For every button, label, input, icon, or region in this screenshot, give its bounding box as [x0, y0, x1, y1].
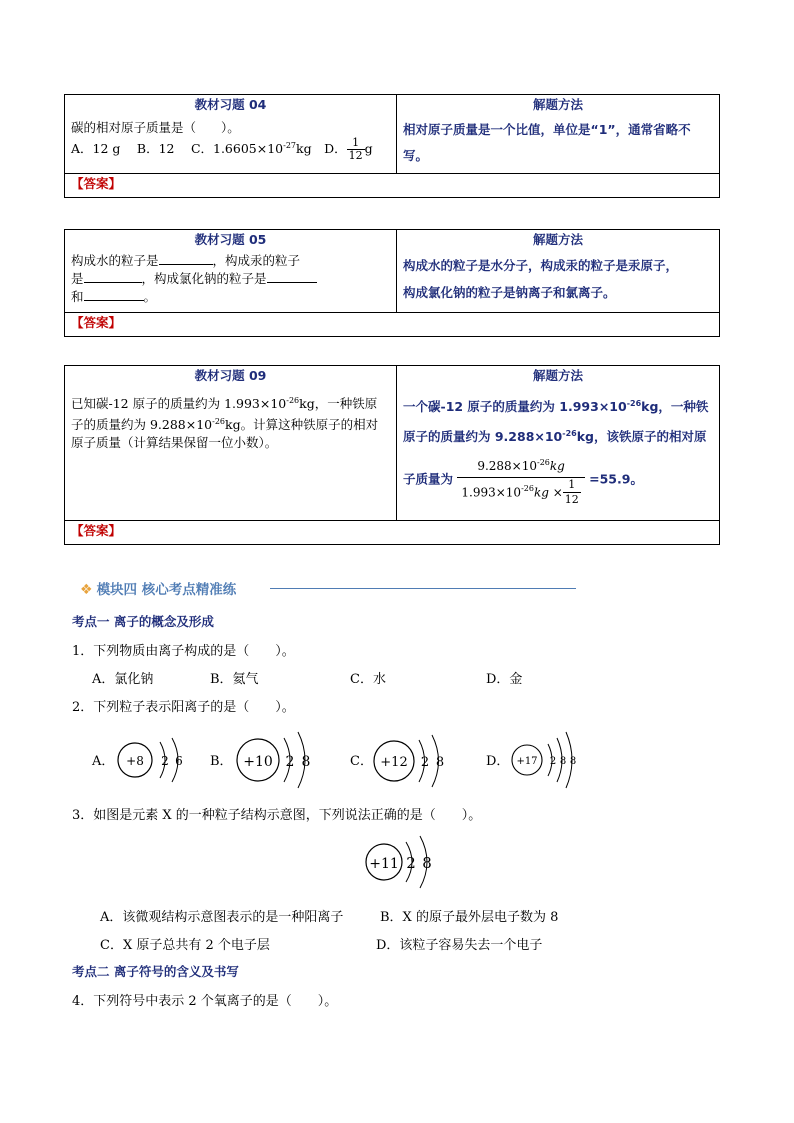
exercise-09-m-a-exp: -26: [626, 399, 642, 408]
exercise-09-answer: 【答案】: [65, 520, 719, 544]
atom-d-shell-3: 8: [569, 756, 577, 767]
exercise-09-frac-den-val: 1.993×10: [461, 485, 522, 500]
exercise-05-method-title: 解题方法: [532, 232, 583, 247]
question-2-label-b[interactable]: B．: [210, 754, 233, 769]
atom-a-shell-1: 2: [161, 754, 169, 768]
atom-b: [237, 732, 310, 788]
question-1-option-a[interactable]: A．氯化钠: [92, 672, 154, 687]
exercise-05-method-line1: 构成水的粒子是水分子，构成汞的粒子是汞原子，: [403, 258, 679, 273]
exercise-09-frac-sub-den: 12: [564, 493, 579, 507]
atom-q3-nucleus: +11: [369, 856, 399, 872]
atom-d-nucleus: +17: [516, 756, 538, 767]
question-3-option-d[interactable]: D．该粒子容易失去一个电子: [376, 938, 543, 953]
exercise-09-frac-sub-num: 1: [563, 478, 581, 493]
exercise-09-q-b: kg，一种铁原: [299, 396, 378, 412]
exercise-05-title: 教材习题 05: [194, 232, 267, 247]
question-2-label-a[interactable]: A．: [92, 754, 115, 769]
exercise-04-option-c-unit: kg D．: [296, 141, 347, 157]
question-3-option-a[interactable]: A．该微观结构示意图表示的是一种阳离子: [100, 910, 344, 925]
atom-q3-shell-1: 2: [406, 854, 416, 872]
exercise-09-q-e: 原子质量（计算结果保留一位小数）。: [71, 435, 278, 451]
atom-a-nucleus: +8: [126, 754, 144, 768]
exercise-05-q6: 。: [143, 289, 157, 304]
question-3-option-b[interactable]: B．X 的原子最外层电子数为 8: [380, 910, 559, 925]
atom-d-shell-1: 2: [549, 756, 557, 767]
exercise-04-method: 相对原子质量是一个比值，单位是“1”，通常省略不写。: [403, 122, 691, 163]
question-1-stem: 1．下列物质由离子构成的是（ ）。: [72, 644, 295, 659]
exercise-09-m-c-exp: -26: [562, 429, 577, 439]
exercise-04-option-d-den: 12: [348, 149, 363, 163]
question-2-label-c[interactable]: C．: [350, 754, 373, 769]
module-title: 模块四 核心考点精准练: [96, 582, 237, 598]
exercise-09-m-d: kg，该铁原子的相对原: [576, 429, 707, 445]
exercise-09-frac-den-exp: -26: [521, 484, 534, 494]
exercise-09-q-d: kg。计算这种铁原子的相对: [225, 417, 379, 433]
exercise-09-m-b: kg，一种铁: [641, 399, 709, 415]
exercise-09-m-c: 原子的质量约为 9.288×10: [403, 429, 563, 445]
exercise-09-frac-num-exp: -26: [537, 458, 550, 468]
exercise-04-method-title: 解题方法: [532, 97, 583, 112]
exercise-09-frac-den-unit: kg ×: [533, 485, 563, 500]
question-1-option-c[interactable]: C．水: [350, 672, 386, 687]
exercise-09-m-e: 子质量为: [403, 471, 454, 487]
question-3-stem: 3．如图是元素 X 的一种粒子结构示意图，下列说法正确的是（ ）。: [72, 808, 482, 823]
exercise-05-answer: 【答案】: [65, 312, 719, 336]
question-1-option-b[interactable]: B．氦气: [210, 672, 259, 687]
exercise-04-title: 教材习题 04: [194, 97, 267, 112]
question-4-stem: 4．下列符号中表示 2 个氧离子的是（ ）。: [72, 994, 338, 1009]
question-2-stem: 2．下列粒子表示阳离子的是（ ）。: [72, 700, 295, 715]
exercise-09-frac-num-val: 9.288×10: [477, 459, 537, 474]
keypoint-2: 考点二 离子符号的含义及书写: [72, 964, 239, 979]
atom-c-shell-1: 2: [420, 755, 430, 770]
atom-a-shell-2: 6: [175, 754, 183, 768]
exercise-09-q-a: 已知碳-12 原子的质量约为 1.993×10: [71, 396, 287, 412]
atom-q3-shell-2: 8: [422, 854, 432, 872]
exercise-09-q-c-exp: -26: [212, 417, 226, 427]
atom-b-shell-1: 2: [285, 754, 295, 770]
keypoint-1: 考点一 离子的概念及形成: [72, 614, 214, 629]
atom-q3: [366, 836, 432, 888]
atom-c: [374, 735, 444, 787]
exercise-05-q2: ，构成汞的粒子: [212, 253, 301, 268]
question-2-label-d[interactable]: D．: [486, 754, 510, 769]
exercise-09-title: 教材习题 09: [194, 368, 267, 383]
exercise-05-method-line2: 构成氯化钠的粒子是钠离子和氯离子。: [403, 285, 616, 300]
question-1-option-d[interactable]: D．金: [486, 672, 523, 687]
exercise-04-stem: 碳的相对原子质量是（ ）。: [71, 120, 240, 135]
exercise-04-options-abc: A．12 g B．12 C．1.6605×10: [71, 141, 284, 157]
exercise-04-option-d-unit: g: [364, 141, 373, 157]
atom-b-shell-2: 8: [301, 754, 311, 770]
atom-a: [118, 738, 183, 782]
question-3-option-c[interactable]: C．X 原子总共有 2 个电子层: [100, 938, 270, 953]
exercise-04-option-c-exp: -27: [283, 141, 297, 150]
atom-c-nucleus: +12: [380, 755, 408, 770]
exercise-09-q-c: 子的质量约为 9.288×10: [71, 417, 213, 433]
diamond-icon: ❖: [80, 582, 93, 598]
exercise-09-q-a-exp: -26: [286, 396, 300, 405]
exercise-05-q3: 是: [71, 271, 84, 286]
exercise-09-result: =55.9。: [589, 471, 643, 487]
exercise-04-option-d-num: 1: [347, 137, 365, 150]
exercise-09-frac-num-unit: kg: [549, 459, 565, 474]
atom-d-shell-2: 8: [559, 756, 567, 767]
atom-d: [512, 732, 576, 788]
exercise-05-q4: ，构成氯化钠的粒子是: [141, 271, 267, 286]
exercise-04-answer: 【答案】: [65, 173, 719, 197]
atom-b-nucleus: +10: [243, 754, 273, 770]
exercise-05-q1: 构成水的粒子是: [71, 253, 159, 268]
exercise-05-q5: 和: [71, 289, 84, 304]
exercise-09-m-a: 一个碳-12 原子的质量约为 1.993×10: [403, 399, 627, 415]
exercise-09-method-title: 解题方法: [532, 368, 583, 383]
atom-c-shell-2: 8: [435, 755, 445, 770]
